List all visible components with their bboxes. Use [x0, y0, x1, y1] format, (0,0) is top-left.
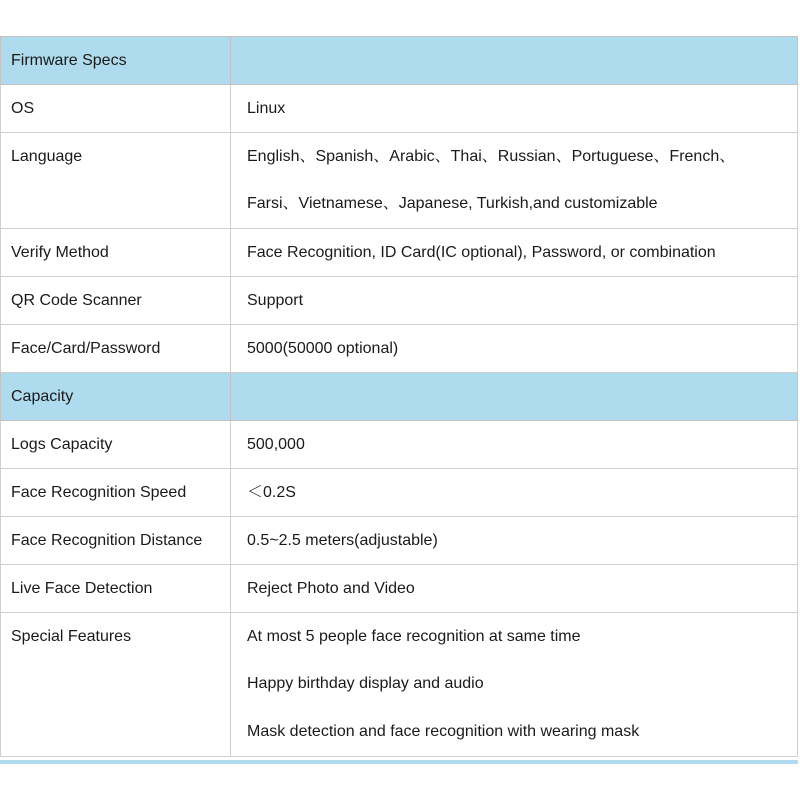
spec-table [0, 36, 798, 757]
spec-value: Support [231, 277, 798, 325]
table-row-qr-code-scanner [1, 277, 798, 325]
spec-value: 500,000 [231, 421, 798, 469]
spec-label [1, 613, 231, 757]
spec-value: ＜0.2S [231, 469, 798, 517]
table-row-logs-capacity [1, 421, 798, 469]
spec-value: Face Recognition, ID Card(IC optional), Password, or combination [231, 229, 798, 277]
spec-value: 0.5~2.5 meters(adjustable) [231, 517, 798, 565]
section-title: Firmware Specs [1, 37, 231, 85]
table-row-os [1, 85, 798, 133]
spec-value-line: English、Spanish、Arabic、Thai、Russian、Portuguese、French、 [247, 148, 736, 165]
section-title: Capacity [1, 373, 231, 421]
spec-label: Face/Card/Password [1, 325, 231, 373]
spec-value-line: Mask detection and face recognition with wearing mask [247, 723, 640, 740]
spec-label: Face Recognition Distance [1, 517, 231, 565]
section-header-blank [231, 37, 798, 85]
spec-value: Reject Photo and Video [231, 565, 798, 613]
spec-value-line: Farsi、Vietnamese、Japanese, Turkish,and customizable [247, 195, 658, 212]
section-header-firmware-specs [1, 37, 798, 85]
spec-label: Logs Capacity [1, 421, 231, 469]
spec-value: 5000(50000 optional) [231, 325, 798, 373]
section-header-blank [231, 373, 798, 421]
table-row-face-recognition-speed [1, 469, 798, 517]
spec-label: OS [1, 85, 231, 133]
spec-label-text: Language [11, 148, 83, 165]
spec-label [1, 133, 231, 229]
spec-value: Linux [231, 85, 798, 133]
table-row-special-features [1, 613, 798, 757]
table-row-face-card-password [1, 325, 798, 373]
spec-label: Verify Method [1, 229, 231, 277]
table-row-language [1, 133, 798, 229]
spec-value [231, 133, 798, 229]
spec-value [231, 613, 798, 757]
table-bottom-strip [0, 760, 798, 764]
spec-label: Live Face Detection [1, 565, 231, 613]
section-header-capacity [1, 373, 798, 421]
table-row-verify-method [1, 229, 798, 277]
spec-value-line: At most 5 people face recognition at same time [247, 628, 581, 645]
spec-label: QR Code Scanner [1, 277, 231, 325]
table-row-face-recognition-distance [1, 517, 798, 565]
spec-value-line: Happy birthday display and audio [247, 675, 484, 692]
spec-label-text: Special Features [11, 628, 132, 645]
spec-label: Face Recognition Speed [1, 469, 231, 517]
table-row-live-face-detection [1, 565, 798, 613]
